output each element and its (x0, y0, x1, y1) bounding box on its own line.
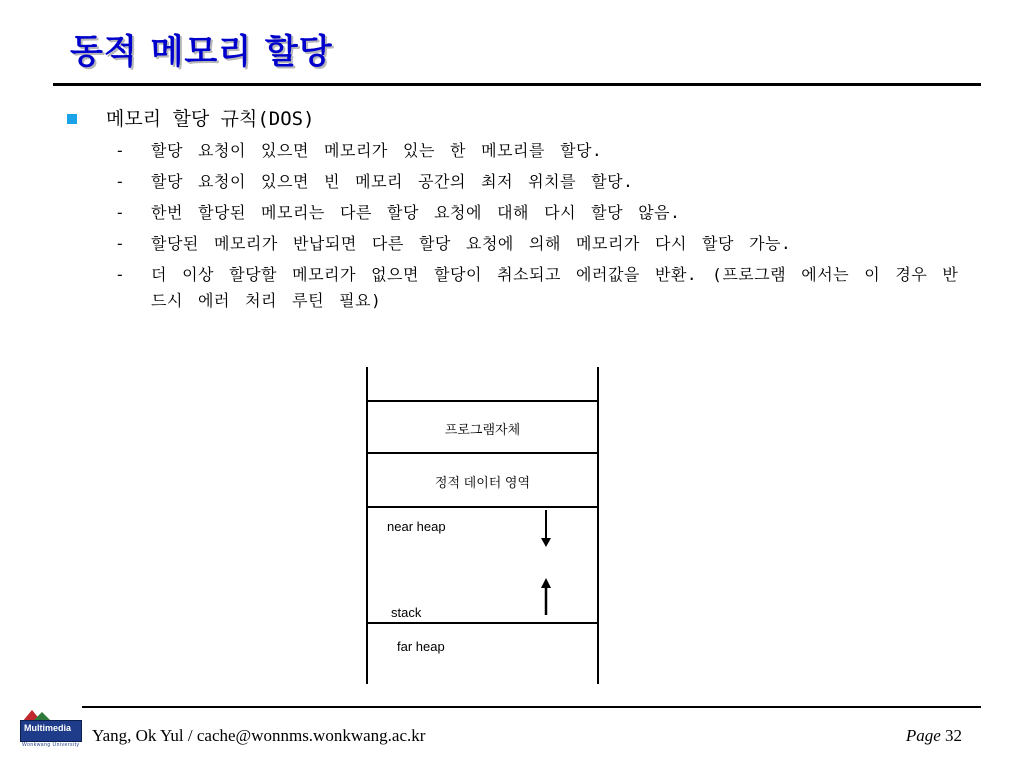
memory-layout-diagram (366, 367, 599, 684)
footer-divider (82, 706, 981, 708)
diagram-divider (366, 622, 599, 624)
rule-item (115, 262, 965, 314)
arrow-down-icon (538, 510, 554, 548)
near-heap-label: near heap (387, 519, 446, 534)
diagram-left-border (366, 367, 368, 684)
diagram-divider (366, 506, 599, 508)
dash-marker: - (115, 265, 126, 284)
square-bullet-icon (67, 114, 77, 124)
logo-subtext: Wonkwang University (22, 742, 80, 748)
dash-marker: - (115, 172, 126, 191)
dash-marker: - (115, 203, 126, 222)
dash-marker: - (115, 141, 126, 160)
dash-marker: - (115, 234, 126, 253)
page-label: Page (905, 726, 941, 745)
page-number-value: 32 (945, 726, 962, 745)
rule-text: 한번 할당된 메모리는 다른 할당 요청에 대해 다시 할당 않음. (151, 203, 681, 222)
diagram-divider (366, 400, 599, 402)
rules-list (115, 138, 965, 319)
rule-text: 할당 요청이 있으면 메모리가 있는 한 메모리를 할당. (151, 141, 603, 160)
page-number (906, 726, 962, 746)
stack-label: stack (391, 605, 422, 620)
rule-item (115, 169, 965, 195)
logo-text: Multimedia (24, 723, 72, 733)
rule-text: 더 이상 할당할 메모리가 없으면 할당이 취소되고 에러값을 반환. (프로그램 에서는 이 경우 반드시 에러 처리 루틴 필요) (151, 265, 959, 310)
rule-text: 할당 요청이 있으면 빈 메모리 공간의 최저 위치를 할당. (151, 172, 634, 191)
rule-item (115, 138, 965, 164)
title-divider (53, 83, 981, 86)
program-segment-label: 프로그램자체 (444, 422, 521, 437)
slide-title: 동적 메모리 할당 (70, 32, 333, 72)
arrow-up-icon (538, 578, 554, 616)
diagram-divider (366, 452, 599, 454)
footer-author: Yang, Ok Yul / cache@wonnms.wonkwang.ac.kr (92, 726, 426, 745)
rule-text: 할당된 메모리가 반납되면 다른 할당 요청에 의해 메모리가 다시 할당 가능. (151, 234, 792, 253)
rule-item (115, 200, 965, 226)
rule-item (115, 231, 965, 257)
section-heading: 메모리 할당 규칙(DOS) (106, 108, 315, 130)
diagram-right-border (597, 367, 599, 684)
static-data-segment-label: 정적 데이터 영역 (434, 475, 531, 490)
far-heap-label: far heap (397, 639, 445, 654)
multimedia-logo (18, 708, 82, 750)
